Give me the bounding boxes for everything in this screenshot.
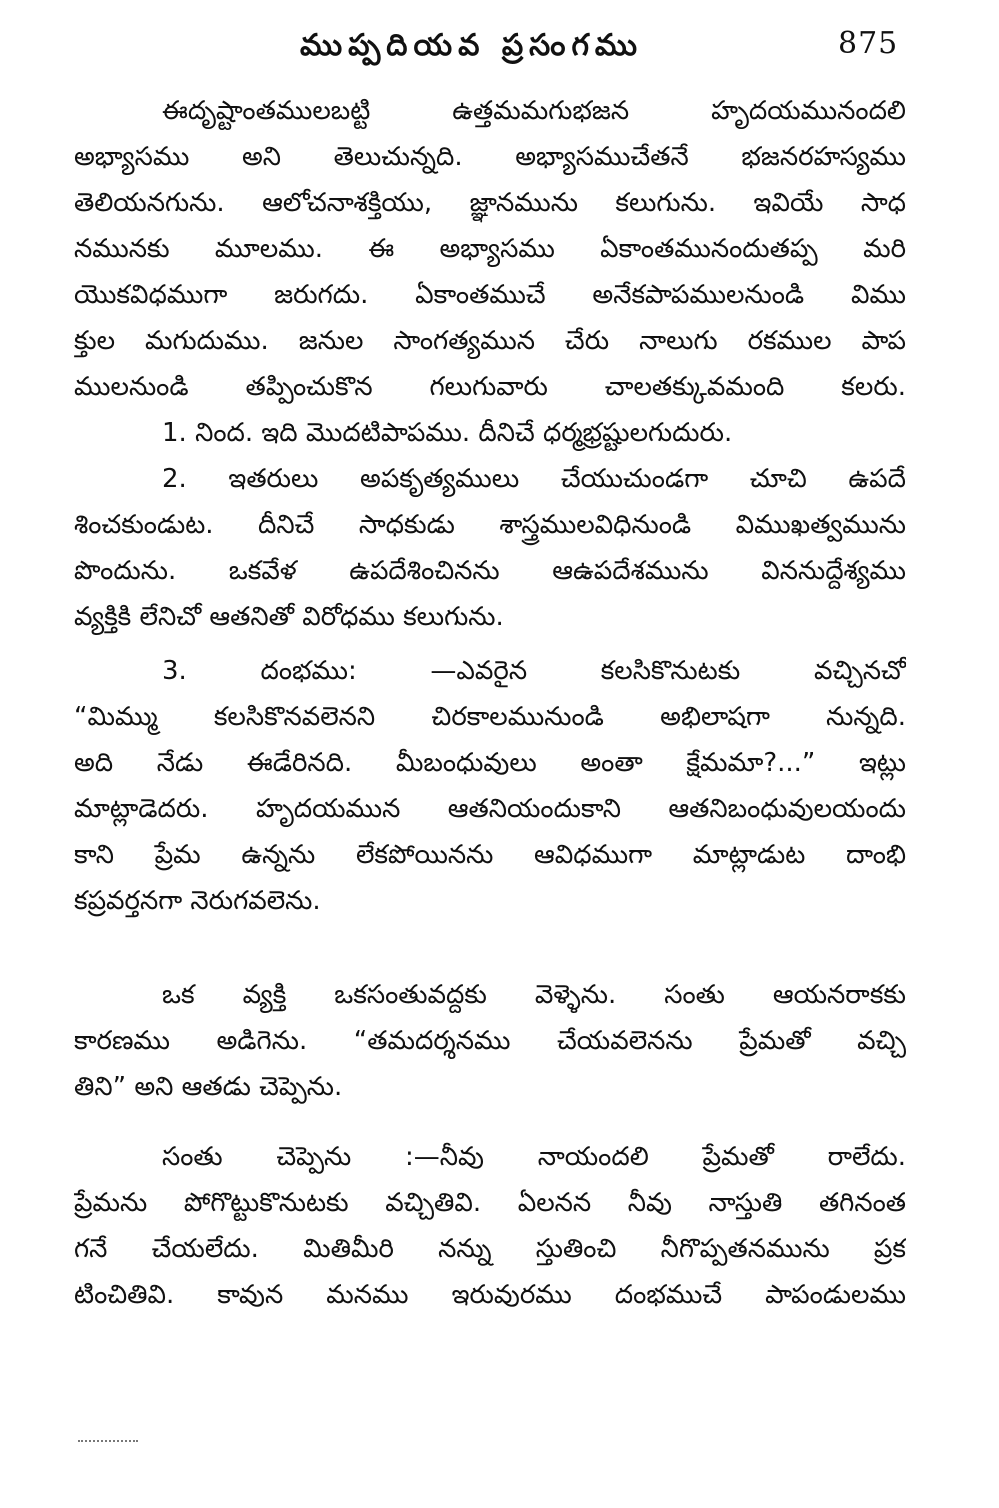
text-line: టించితివి. కావున మనము ఇరువురము దంభముచే పాపండులము (74, 1280, 906, 1310)
text-line: “మిమ్ము కలసికొనవలెనని చిరకాలమునుండి అభిలాషగా నున్నది. (74, 702, 906, 732)
list-item-1: 1. నింద. ఇది మొదటిపాపము. దీనిచే ధర్మభ్రష్టులగుదురు. (162, 418, 733, 448)
list-item-3: 3. దంభము: —ఎవరైన కలసికొనుటకు వచ్చినచో (162, 656, 906, 686)
text-line: ప్రేమను పోగొట్టుకొనుటకు వచ్చితివి. ఏలనన నీవు నాస్తుతి తగినంత (74, 1188, 906, 1218)
text-line: తిని” అని ఆతడు చెప్పెను. (74, 1072, 343, 1102)
text-line: క్తుల మగుదుము. జనుల సాంగత్యమున చేరు నాలుగు రకముల పాప (74, 326, 906, 356)
page-number: 875 (838, 26, 899, 61)
text-line: పొందును. ఒకవేళ ఉపదేశించినను ఆఉపదేశమును విననుద్దేశ్యము (74, 556, 906, 586)
paragraph-start: ఒక వ్యక్తి ఒకసంతువద్దకు వెళ్ళెను. సంతు ఆయనరాకకు (162, 980, 906, 1010)
text-line: అది నేడు ఈడేరినది. మీబంధువులు అంతా క్షేమమా?...” ఇట్లు (74, 748, 906, 778)
text-line: గనే చేయలేదు. మితిమీరి నన్ను స్తుతించి నీగొప్పతనమును ప్రక (74, 1234, 906, 1264)
text-line: వ్యక్తికి లేనిచో ఆతనితో విరోధము కలుగును. (74, 602, 504, 632)
text-line: కారణము అడిగెను. “తమదర్శనము చేయవలెనను ప్రేమతో వచ్చి (74, 1026, 906, 1056)
running-title: ముప్పదియవ ప్రసంగము (300, 28, 644, 63)
text-line: నమునకు మూలము. ఈ అభ్యాసము ఏకాంతమునందుతప్ప మరి (74, 234, 906, 264)
text-line: తెలియనగును. ఆలోచనాశక్తియు, జ్ఞానమును కలుగును. ఇవియే సాధ (74, 188, 906, 218)
text-line: కప్రవర్తనగా నెరుగవలెను. (74, 886, 321, 916)
text-line: యొకవిధముగా జరుగదు. ఏకాంతముచే అనేకపాపములనుండి విము (74, 280, 906, 310)
text-line: అభ్యాసము అని తెలుచున్నది. అభ్యాసముచేతనే భజనరహస్యము (74, 142, 906, 172)
text-line: ఈదృష్టాంతములబట్టి ఉత్తమమగుభజన హృదయమునందలి (162, 96, 906, 126)
text-line: కాని ప్రేమ ఉన్నను లేకపోయినను ఆవిధముగా మాట్లాడుట దాంభి (74, 840, 906, 870)
page-header (0, 22, 999, 66)
text-line: శించకుండుట. దీనిచే సాధకుడు శాస్త్రములవిధినుండి విముఖత్వమును (74, 510, 906, 540)
list-item-2: 2. ఇతరులు అపకృత్యములు చేయుచుండగా చూచి ఉపదే (162, 464, 906, 494)
paragraph-start: సంతు చెప్పెను :—నీవు నాయందలి ప్రేమతో రాలేదు. (162, 1142, 906, 1172)
text-line: ములనుండి తప్పించుకొన గలుగువారు చాలతక్కువమంది కలరు. (74, 372, 906, 402)
text-line: మాట్లాడెదరు. హృదయమున ఆతనియందుకాని ఆతనిబంధువులయందు (74, 794, 906, 824)
footer-rule (78, 1440, 138, 1442)
